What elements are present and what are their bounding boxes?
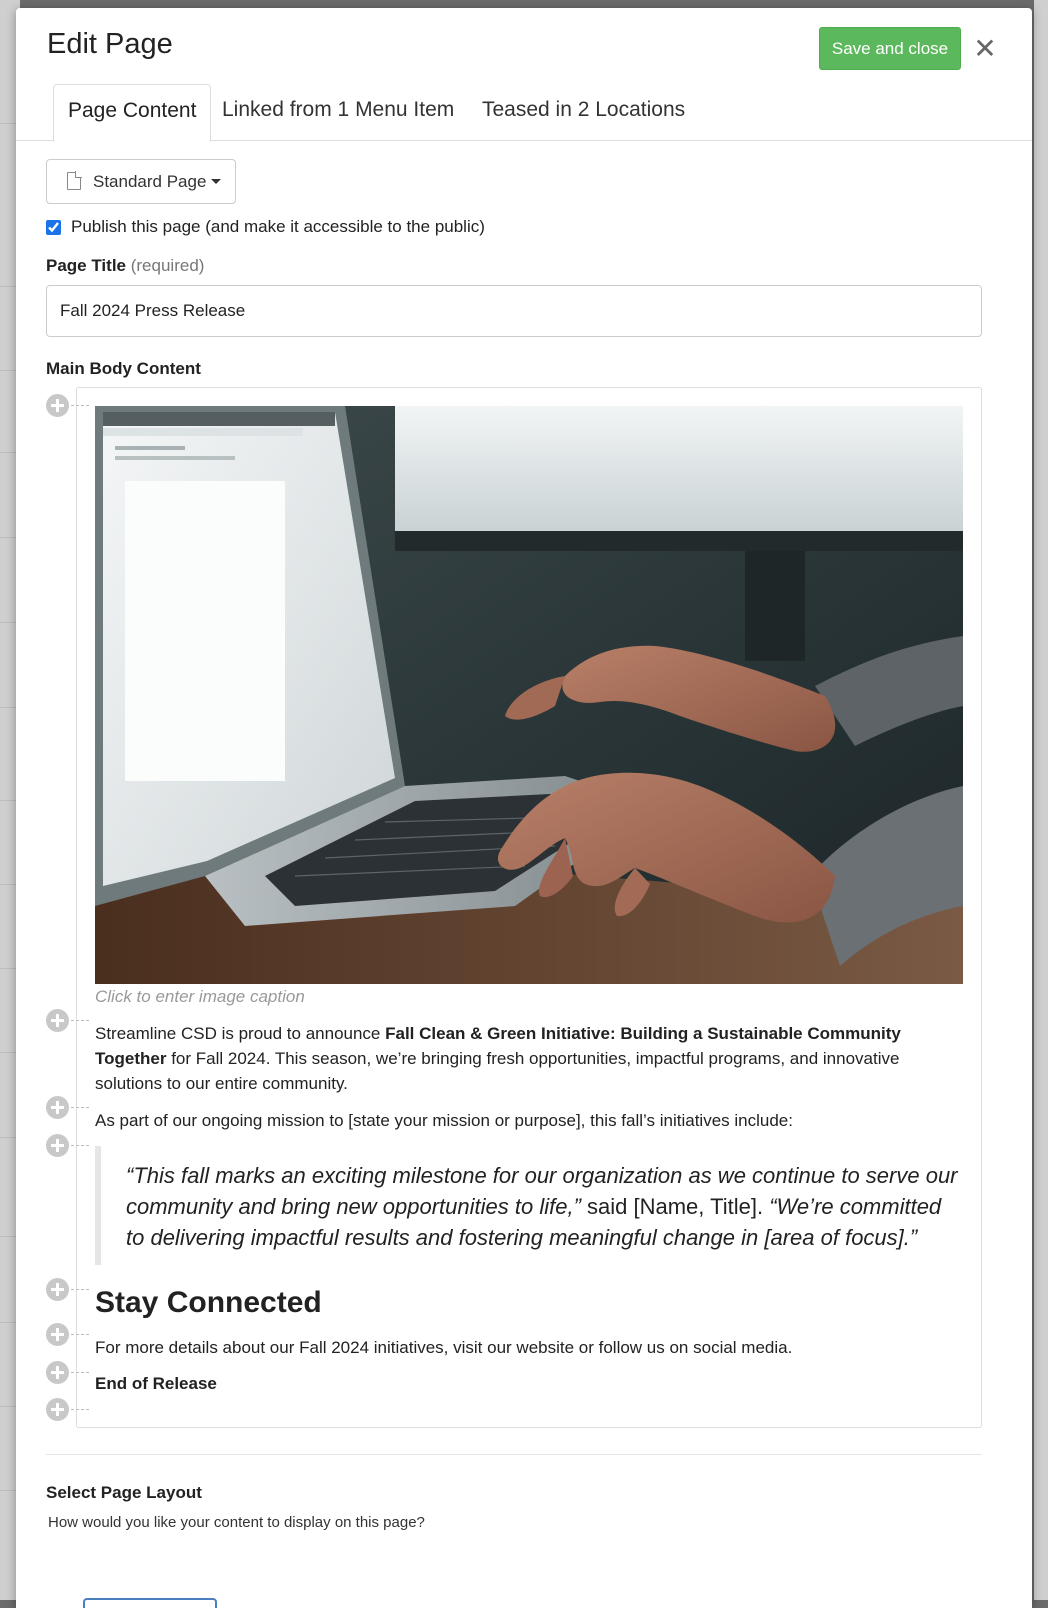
add-block-icon[interactable] (46, 1096, 69, 1119)
tab-bar (16, 84, 1032, 141)
section-divider (46, 1454, 982, 1455)
add-block-guide (71, 1107, 89, 1108)
page-title-label (46, 256, 204, 276)
quote-part-2: “We’re committed to delivering impactful results and fostering meaningful change in [area of focus].” (126, 1194, 942, 1250)
modal-title: Edit Page (47, 28, 173, 60)
mission-paragraph[interactable]: As part of our ongoing mission to [state your mission or purpose], this fall’s initiatives include: (95, 1111, 793, 1130)
publish-checkbox[interactable] (46, 220, 61, 235)
intro-suffix: for Fall 2024. This season, we’re bringing fresh opportunities, impactful programs, and innovative solutions to our entire community. (95, 1049, 900, 1093)
save-and-close-button[interactable]: Save and close (819, 27, 961, 70)
quote-attribution: said [Name, Title]. (580, 1194, 770, 1219)
details-paragraph[interactable]: For more details about our Fall 2024 initiatives, visit our website or follow us on social media. (95, 1338, 793, 1357)
background-page-strip-right (1034, 0, 1048, 1600)
add-block-icon[interactable] (46, 1361, 69, 1384)
add-block-icon[interactable] (46, 394, 69, 417)
edit-page-modal (16, 8, 1032, 1608)
page-type-label: Standard Page (93, 171, 207, 191)
close-icon[interactable]: ✕ (968, 32, 1002, 66)
add-block-guide (71, 1409, 89, 1410)
intro-bold: Fall Clean & Green Initiative: Building a Sustainable Community Together (95, 1024, 901, 1068)
intro-paragraph[interactable] (95, 1021, 965, 1096)
tab-linked-from-menu[interactable]: Linked from 1 Menu Item (222, 98, 455, 121)
tab-teased-locations[interactable]: Teased in 2 Locations (482, 98, 686, 121)
publish-label: Publish this page (and make it accessible to the public) (71, 217, 485, 236)
caret-down-icon (211, 179, 221, 184)
add-block-icon[interactable] (46, 1398, 69, 1421)
blockquote[interactable] (95, 1146, 965, 1265)
add-block-icon[interactable] (46, 1323, 69, 1346)
add-block-guide (71, 1289, 89, 1290)
add-block-guide (71, 1334, 89, 1335)
image-caption-input[interactable]: Click to enter image caption (95, 987, 305, 1006)
select-layout-label: Select Page Layout (46, 1483, 202, 1502)
required-hint: (required) (130, 256, 205, 275)
add-block-guide (71, 1020, 89, 1021)
laptop-photo-image[interactable] (95, 406, 963, 984)
stay-connected-heading[interactable]: Stay Connected (95, 1286, 322, 1319)
page-type-dropdown[interactable] (46, 159, 236, 204)
main-body-label: Main Body Content (46, 359, 201, 378)
select-layout-help: How would you like your content to display on this page? (48, 1514, 425, 1531)
quote-part-1: “This fall marks an exciting milestone for our organization as we continue to serve our community and bring new opportunities to life,” (126, 1163, 958, 1219)
document-icon (67, 172, 81, 190)
add-block-icon[interactable] (46, 1278, 69, 1301)
add-block-guide (71, 1372, 89, 1373)
add-block-guide (71, 405, 89, 406)
add-block-icon[interactable] (46, 1009, 69, 1032)
add-block-icon[interactable] (46, 1134, 69, 1157)
intro-prefix: Streamline CSD is proud to announce (95, 1024, 386, 1043)
publish-row[interactable] (46, 217, 485, 237)
page-title-label-text: Page Title (46, 256, 126, 275)
add-block-guide (71, 1145, 89, 1146)
tab-page-content[interactable]: Page Content (53, 84, 211, 142)
page-title-input[interactable] (46, 285, 982, 337)
end-of-release-text[interactable]: End of Release (95, 1374, 217, 1393)
